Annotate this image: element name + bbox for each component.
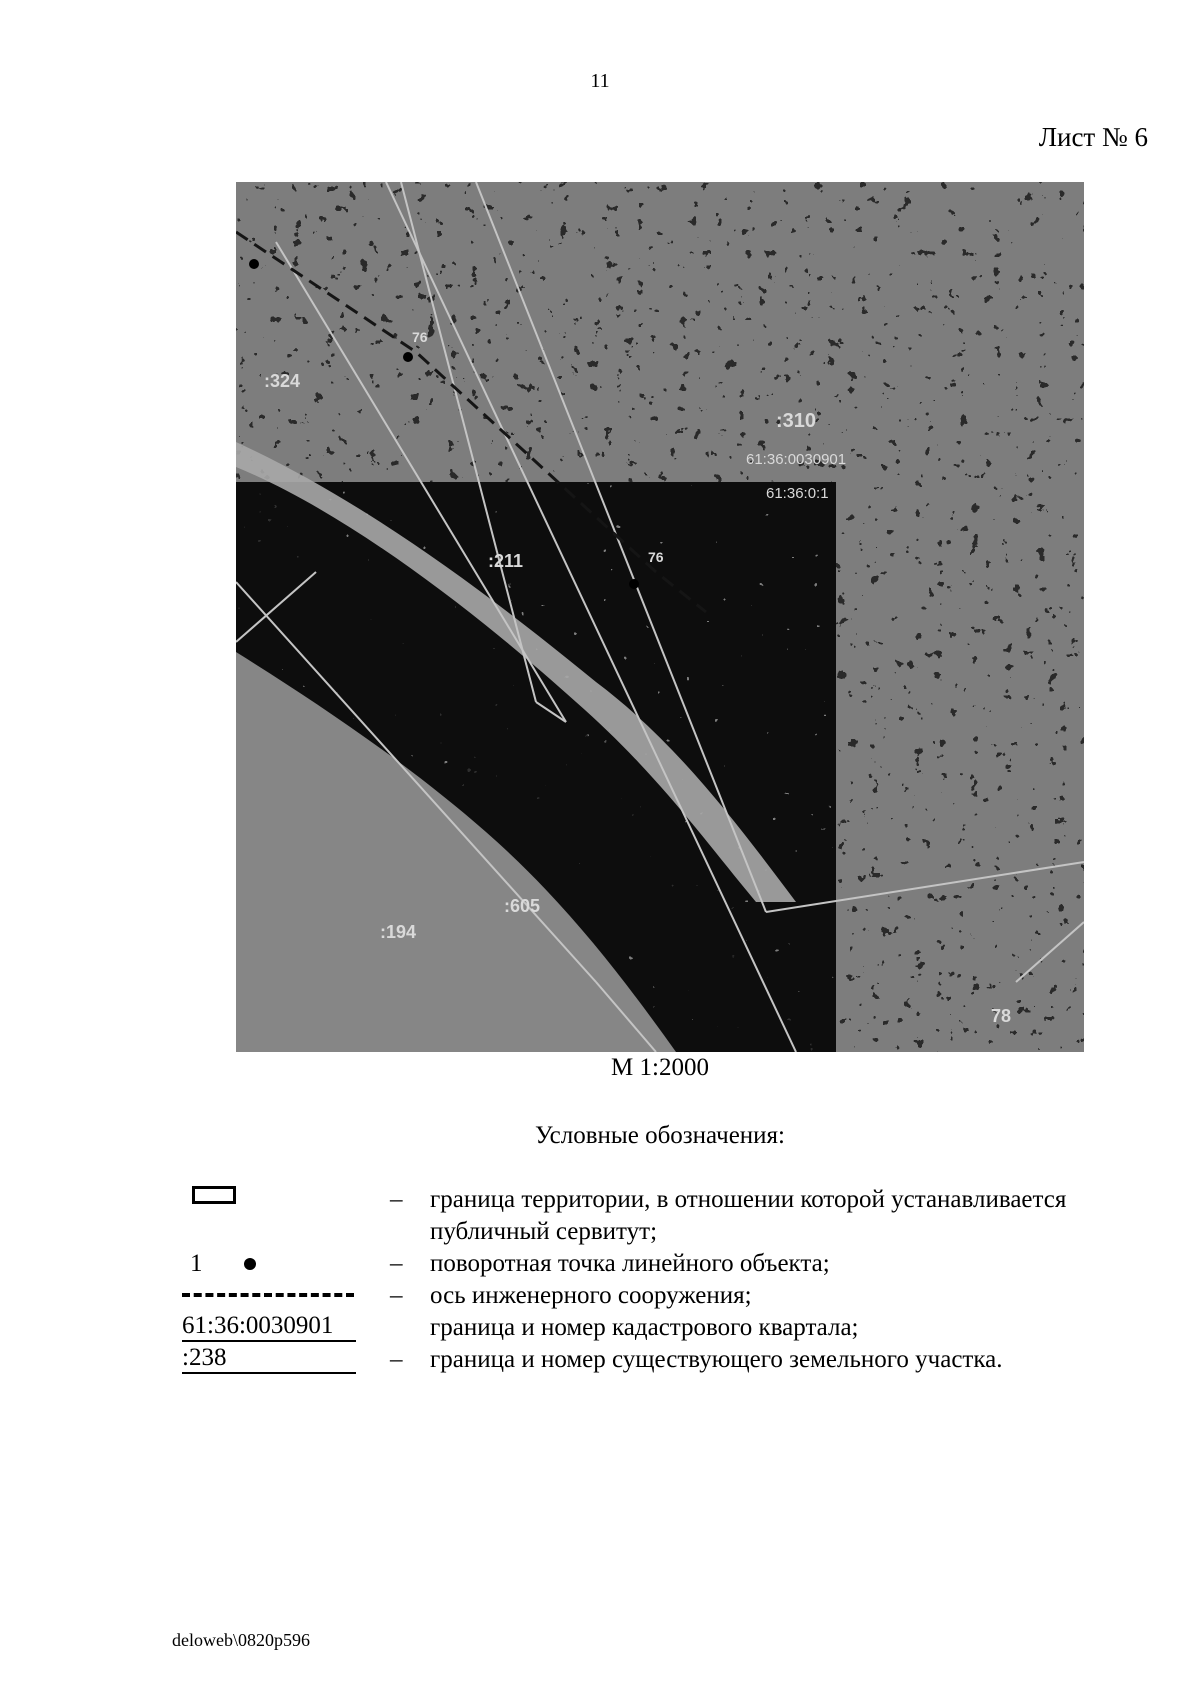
- legend-text: граница и номер существующего земельного участка.: [430, 1346, 1003, 1373]
- legend-item: [180, 1248, 1140, 1280]
- legend-text: ось инженерного сооружения;: [430, 1282, 752, 1309]
- page-number: 11: [590, 70, 610, 92]
- legend-symbol: [180, 1248, 356, 1280]
- parcel-label: :324: [264, 371, 301, 391]
- turning-point: [629, 579, 639, 589]
- legend-item: [180, 1184, 1140, 1248]
- point-label: 76: [412, 329, 428, 345]
- legend-dash: –: [390, 1282, 403, 1309]
- legend-item: [180, 1280, 1140, 1312]
- point-label: 76: [648, 549, 664, 565]
- legend-text: граница и номер кадастрового квартала;: [430, 1314, 859, 1341]
- legend-item: [180, 1312, 1140, 1344]
- legend-text: граница территории, в отношении которой устанавливается публичный сервитут;: [430, 1186, 1067, 1245]
- dashed-axis-icon: [182, 1293, 354, 1297]
- legend-text: поворотная точка линейного объекта;: [430, 1250, 830, 1277]
- footer-path: deloweb\0820p596: [172, 1630, 310, 1650]
- quarter-label: 61:36:0030901: [746, 451, 847, 468]
- legend-symbol: [180, 1312, 356, 1344]
- sheet-label: Лист № 6: [1038, 122, 1148, 152]
- point-label: 78: [991, 1006, 1012, 1026]
- point-number: 1: [190, 1250, 203, 1277]
- legend-symbol: [180, 1280, 356, 1312]
- parcel-number: :238: [182, 1344, 356, 1374]
- legend-symbol: [180, 1344, 356, 1376]
- boundary-rectangle-icon: [192, 1186, 236, 1204]
- quarter-number: 61:36:0030901: [182, 1312, 356, 1342]
- parcel-label: :310: [776, 410, 817, 432]
- map-scale: М 1:2000: [611, 1054, 709, 1081]
- parcel-label: :194: [380, 922, 417, 942]
- cadastral-map: [236, 182, 1084, 1052]
- turning-point: [249, 259, 259, 269]
- legend-title: Условные обозначения:: [534, 1122, 786, 1149]
- quarter-label: 61:36:0:1: [766, 485, 829, 502]
- legend-dash: –: [390, 1346, 403, 1373]
- turning-point: [403, 352, 413, 362]
- parcel-label: :211: [488, 551, 524, 571]
- legend-dash: –: [390, 1186, 403, 1213]
- legend-symbol: [180, 1184, 356, 1216]
- parcel-label: :605: [504, 896, 541, 916]
- map-image: [236, 182, 1084, 1052]
- point-dot-icon: [244, 1258, 256, 1270]
- legend-item: [180, 1344, 1140, 1376]
- legend-dash: –: [390, 1250, 403, 1277]
- legend: [180, 1184, 1140, 1376]
